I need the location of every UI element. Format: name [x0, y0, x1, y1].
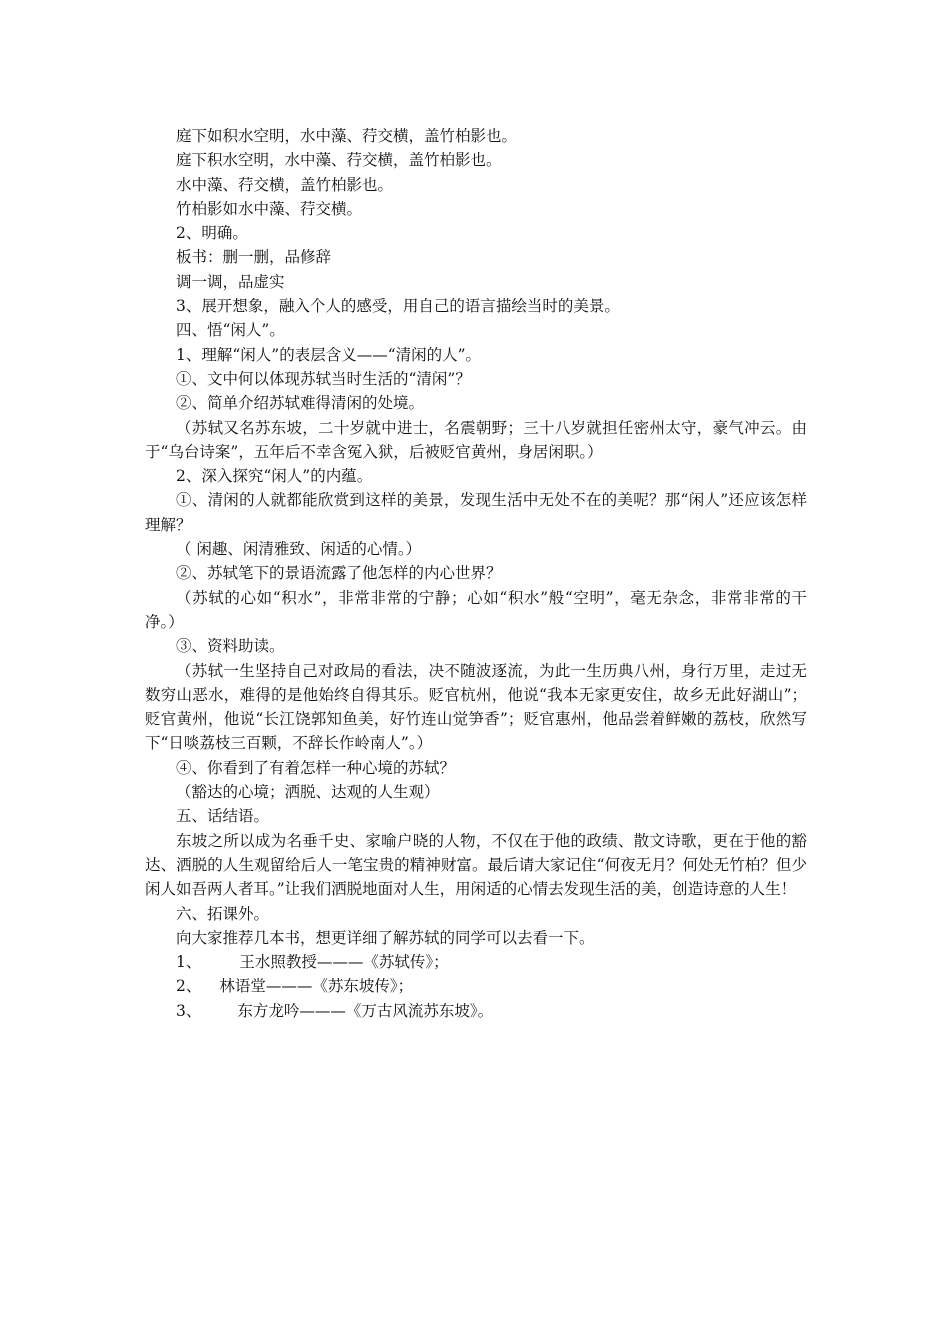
text-line: （ 闲趣、闲清雅致、闲适的心情。） — [176, 540, 422, 559]
text-line: 向大家推荐几本书，想更详细了解苏轼的同学可以去看一下。 — [176, 928, 595, 947]
text-line: 2、明确。 — [176, 224, 248, 243]
book-item — [145, 974, 807, 998]
book-item — [145, 999, 807, 1023]
paragraph: 东坡之所以成为名垂千史、家喻户晓的人物，不仅在于他的政绩、散文诗歌，更在于他的豁达、洒脱的人生观留给后人一笔宝贵的精神财富。最后请大家记住“何夜无月？何处无竹柏？但少闲人如吾两人者耳。”让我们洒脱地面对人生，用闲适的心情去发现生活的美，创造诗意的人生！ — [145, 831, 807, 899]
text-line: （豁达的心境；洒脱、达观的人生观） — [176, 783, 440, 802]
text-line: 庭下积水空明，水中藻、荇交横，盖竹柏影也。 — [176, 151, 502, 170]
book-title: 东方龙吟———《万古风流苏东坡》。 — [237, 1001, 494, 1020]
section-heading: 六、拓课外。 — [176, 904, 270, 923]
text-line: ②、简单介绍苏轼难得清闲的处境。 — [176, 394, 425, 413]
book-number: 1、 — [176, 953, 202, 972]
text-line: 庭下如积水空明，水中藻、荇交横，盖竹柏影也。 — [176, 127, 518, 145]
book-title: 王水照教授———《苏轼传》； — [239, 953, 449, 972]
book-number: 3、 — [176, 1001, 202, 1020]
text-line: 2、深入探究“闲人”的内蕴。 — [176, 467, 373, 486]
text-line: ③、资料助读。 — [176, 637, 285, 656]
text-line: 板书：删一删，品修辞 — [176, 248, 332, 267]
book-number: 2、 — [176, 977, 202, 996]
text-line: ④、你看到了有着怎样一种心境的苏轼？ — [176, 758, 456, 777]
paragraph: ①、清闲的人就都能欣赏到这样的美景，发现生活中无处不在的美呢？那“闲人”还应该怎样理解？ — [145, 491, 807, 534]
text-line: 1、理解“闲人”的表层含义——“清闲的人”。 — [176, 345, 482, 364]
text-line: 竹柏影如水中藻、荇交横。 — [176, 199, 363, 218]
text-line: 水中藻、荇交横，盖竹柏影也。 — [176, 175, 394, 194]
book-item — [145, 950, 807, 974]
text-line: ②、苏轼笔下的景语流露了他怎样的内心世界？ — [176, 564, 502, 583]
paragraph: （苏轼又名苏东坡，二十岁就中进士，名震朝野；三十八岁就担任密州太守，豪气冲云。由于“乌台诗案”，五年后不幸含冤入狱，后被贬官黄州，身居闲职。） — [145, 418, 807, 461]
text-line: ①、文中何以体现苏轼当时生活的“清闲”？ — [176, 369, 471, 388]
section-heading: 五、话结语。 — [176, 807, 270, 826]
book-title: 林语堂———《苏东坡传》； — [219, 977, 414, 996]
text-line: 3、展开想象，融入个人的感受，用自己的语言描绘当时的美景。 — [176, 297, 620, 316]
paragraph: （苏轼的心如“积水”，非常非常的宁静；心如“积水”般“空明”，毫无杂念，非常非常的干净。） — [145, 588, 807, 631]
paragraph: （苏轼一生坚持自己对政局的看法，决不随波逐流，为此一生历典八州，身行万里，走过无数穷山恶水，难得的是他始终自得其乐。贬官杭州，他说“我本无家更安住，故乡无此好湖山”；贬官黄州，他说“长江饶郭知鱼美，好竹连山觉笋香”；贬官惠州，他品尝着鲜嫩的荔枝，欣然写下“日啖荔枝三百颗，不辞长作岭南人”。） — [145, 661, 807, 753]
text-line: 调一调，品虚实 — [176, 272, 285, 291]
section-heading: 四、悟“闲人”。 — [176, 321, 285, 340]
